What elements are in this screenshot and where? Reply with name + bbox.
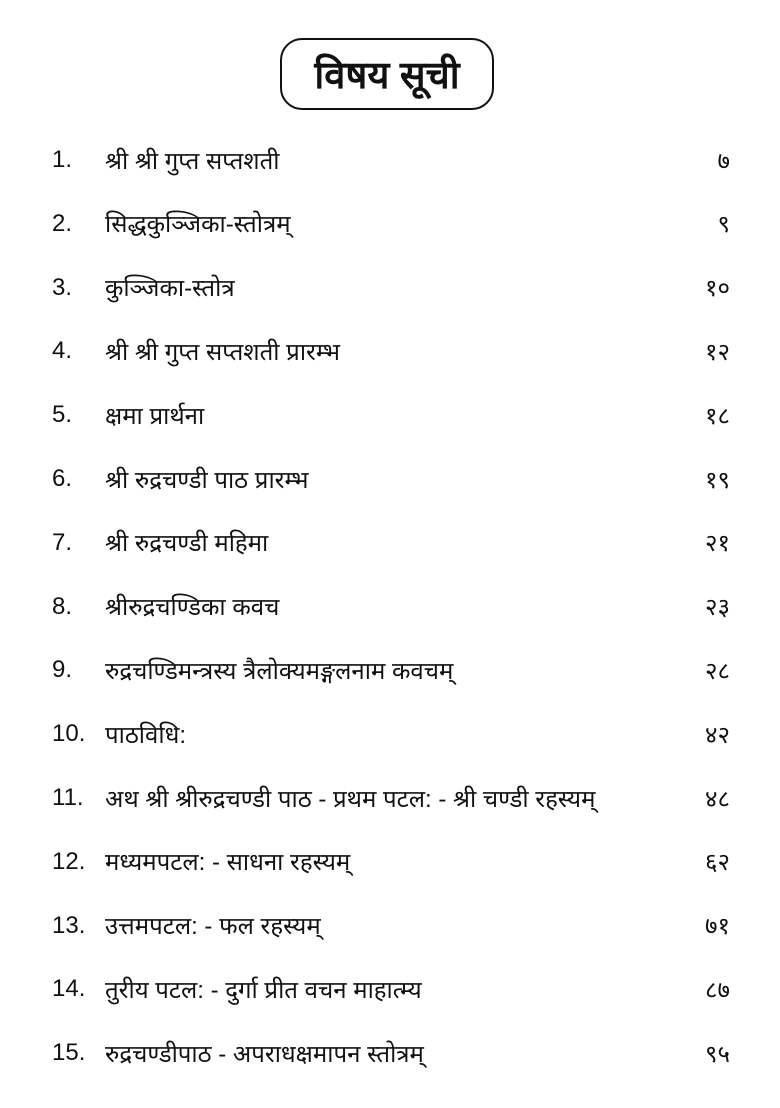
- entry-title: कुञ्जिका-स्तोत्र: [105, 275, 235, 303]
- entry-title: सिद्धकुञ्जिका-स्तोत्रम्: [105, 211, 291, 239]
- entry-number: 11.: [52, 784, 84, 811]
- entry-page-number: ४२: [705, 721, 730, 749]
- entry-page-number: १८: [705, 402, 730, 430]
- toc-entry: [0, 192, 780, 256]
- entry-page-number: २३: [705, 594, 730, 622]
- toc-entry: [0, 766, 780, 830]
- entry-title: श्री श्री गुप्त सप्तशती: [105, 147, 280, 175]
- entry-title: श्रीरुद्रचण्डिका कवच: [105, 594, 280, 622]
- toc-entry: [0, 511, 780, 575]
- entry-page-number: ९: [717, 211, 730, 239]
- entry-number: 9.: [52, 656, 73, 684]
- toc-entry: [0, 319, 780, 383]
- entry-number: 10.: [52, 720, 86, 748]
- entry-page-number: १०: [705, 275, 730, 303]
- entry-page-number: ९५: [705, 1040, 730, 1068]
- entry-title: तुरीय पटल: - दुर्गा प्रीत वचन माहात्म्य: [105, 976, 422, 1004]
- entry-number: 2.: [52, 209, 73, 237]
- entry-title: क्षमा प्रार्थना: [105, 402, 205, 430]
- toc-entry: [0, 256, 780, 320]
- entry-title: रुद्रचण्डिमन्त्रस्य त्रैलोक्यमङ्गलनाम कवचम्: [105, 657, 454, 685]
- entry-page-number: ७१: [705, 913, 730, 941]
- toc-entry: [0, 957, 780, 1021]
- entry-title: अथ श्री श्रीरुद्रचण्डी पाठ - प्रथम पटल: - श्री चण्डी रहस्यम्: [105, 785, 596, 813]
- entry-page-number: ७: [717, 147, 730, 175]
- entry-title: मध्यमपटल: - साधना रहस्यम्: [105, 849, 351, 877]
- toc-entry: [0, 702, 780, 766]
- entry-number: 7.: [52, 528, 73, 556]
- entry-number: 4.: [52, 337, 73, 365]
- entry-title: पाठविधि:: [105, 721, 186, 749]
- entry-number: 8.: [52, 592, 73, 620]
- toc-entry: [0, 830, 780, 894]
- entry-title: उत्तमपटल: - फल रहस्यम्: [105, 913, 321, 941]
- entry-title: श्री रुद्रचण्डी महिमा: [105, 530, 269, 558]
- entry-page-number: १९: [705, 466, 730, 494]
- entry-page-number: ४८: [705, 785, 730, 813]
- toc-entry: [0, 128, 780, 192]
- entry-title: रुद्रचण्डीपाठ - अपराधक्षमापन स्तोत्रम्: [105, 1040, 424, 1068]
- toc-entry: [0, 447, 780, 511]
- toc-entry: [0, 575, 780, 639]
- entry-number: 3.: [52, 273, 73, 301]
- entry-number: 13.: [52, 911, 86, 939]
- entry-number: 6.: [52, 465, 73, 492]
- entry-page-number: ६२: [705, 849, 730, 877]
- entry-number: 14.: [52, 975, 86, 1003]
- entry-number: 5.: [52, 401, 73, 429]
- toc-entry: [0, 1021, 780, 1085]
- entry-page-number: १२: [705, 338, 730, 366]
- toc-entry: [0, 894, 780, 958]
- entry-title: श्री रुद्रचण्डी पाठ प्रारम्भ: [105, 466, 309, 494]
- entry-page-number: ८७: [705, 976, 730, 1004]
- toc-entry: [0, 638, 780, 702]
- toc-entry: [0, 383, 780, 447]
- entry-title: श्री श्री गुप्त सप्तशती प्रारम्भ: [105, 338, 340, 366]
- entry-page-number: २८: [705, 657, 730, 685]
- page-title: विषय सूची: [280, 38, 494, 110]
- entry-page-number: २१: [705, 530, 730, 558]
- entry-number: 15.: [52, 1039, 86, 1067]
- entry-number: 1.: [52, 146, 73, 173]
- entry-number: 12.: [52, 847, 86, 875]
